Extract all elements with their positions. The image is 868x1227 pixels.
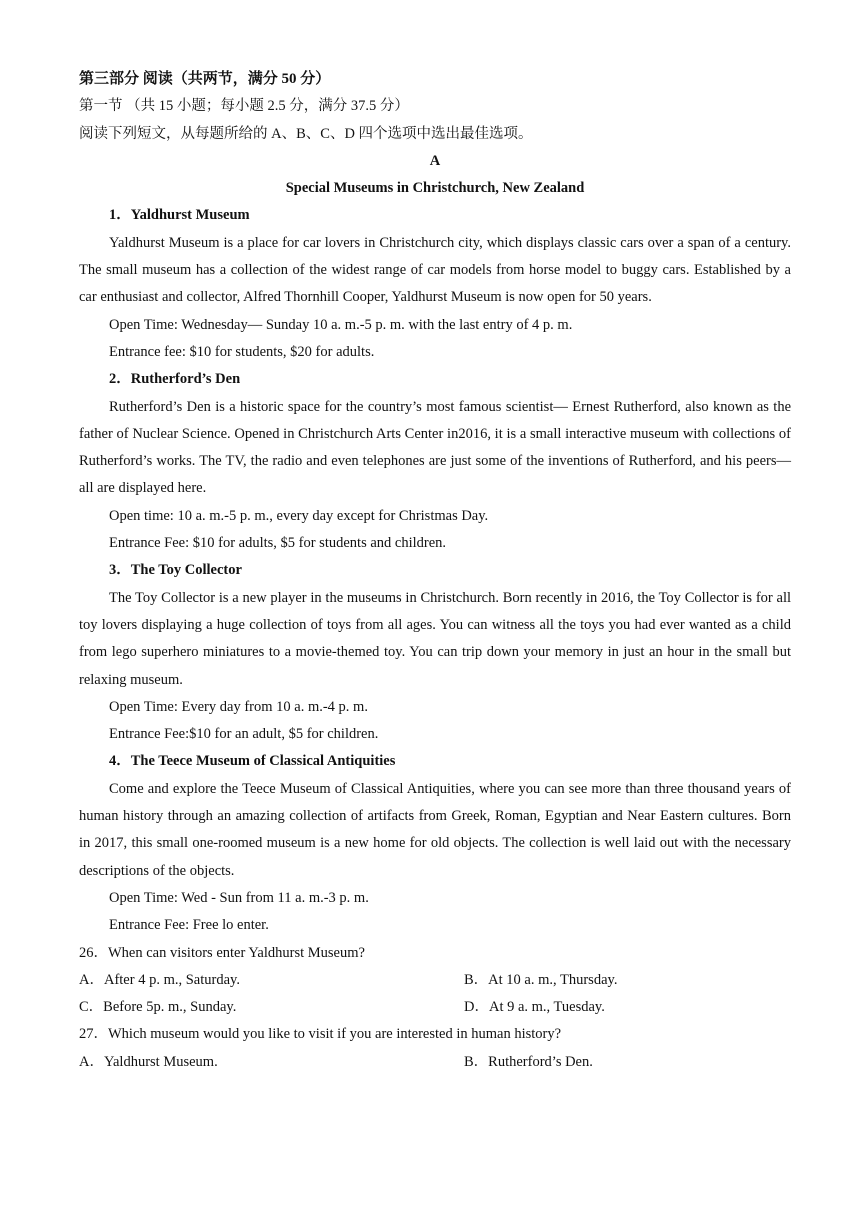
option-b: B．At 10 a. m., Thursday.: [464, 971, 618, 988]
museum-body: Rutherford’s Den is a historic space for the country’s most famous scientist— Ernest Rutherford, also known as the father of Nuclear Science. Opened in Christchurch Arts Center in2016, it is a small interactive museum with collections of Rutherford’s works. The TV, the radio and even telephones are just some of the inventions of Rutherford, and his peers— all are displayed here.: [79, 398, 791, 497]
museum-open-time: Open Time: Wed - Sun from 11 a. m.-3 p. m.: [109, 889, 369, 906]
option-row: [79, 994, 791, 1021]
museum-body: Yaldhurst Museum is a place for car lovers in Christchurch city, which displays classic cars over a span of a century. The small museum has a collection of the widest range of car models from horse model to buggy cars. Established by a car enthusiast and collector, Alfred Thornhill Cooper, Yaldhurst Museum is now open for 50 years.: [79, 234, 791, 306]
option-a: A．After 4 p. m., Saturday.: [79, 971, 240, 988]
museum-open-time: Open time: 10 a. m.-5 p. m., every day except for Christmas Day.: [109, 507, 489, 524]
museum-fee: Entrance Fee:$10 for an adult, $5 for children.: [109, 726, 379, 743]
question-stem: 26．When can visitors enter Yaldhurst Museum?: [79, 944, 365, 961]
museum-heading: 2．Rutherford’s Den: [109, 371, 241, 388]
museum-fee: Entrance fee: $10 for students, $20 for adults.: [109, 343, 375, 360]
option-row: [79, 967, 791, 994]
museum-heading: 4．The Teece Museum of Classical Antiquities: [109, 753, 396, 770]
part-title: 第三部分 阅读（共两节，满分 50 分）: [79, 71, 331, 87]
museum-heading: 3．The Toy Collector: [109, 562, 242, 579]
museum-body: Come and explore the Teece Museum of Classical Antiquities, where you can see more than three thousand years of human history through an amazing collection of artifacts from Greek, Roman, Egyptian and Near Eastern cultures. Born in 2017, this small one-roomed museum is a new home for old objects. The collection is well laid out with the necessary descriptions of the objects.: [79, 780, 791, 879]
option-a: A．Yaldhurst Museum.: [79, 1053, 218, 1070]
option-d: D．At 9 a. m., Tuesday.: [464, 999, 605, 1016]
exam-page: [79, 66, 791, 1076]
museum-open-time: Open Time: Wednesday— Sunday 10 a. m.-5 p. m. with the last entry of 4 p. m.: [109, 316, 573, 333]
option-c: C．Before 5p. m., Sunday.: [79, 999, 237, 1016]
question-stem: 27．Which museum would you like to visit if you are interested in human history?: [79, 1026, 562, 1043]
museum-heading: 1．Yaldhurst Museum: [109, 207, 250, 224]
section-line: 第一节 （共 15 小题；每小题 2.5 分，满分 37.5 分）: [79, 98, 409, 115]
option-b: B．Rutherford’s Den.: [464, 1053, 593, 1070]
museum-fee: Entrance Fee: $10 for adults, $5 for students and children.: [109, 535, 447, 552]
museum-fee: Entrance Fee: Free lo enter.: [109, 917, 269, 934]
museum-body: The Toy Collector is a new player in the museums in Christchurch. Born recently in 2016, the Toy Collector is for all toy lovers displaying a huge collection of toys from all ages. You can witness all the toys you had ever wanted as a child from lego superhero miniatures to a movie-themed toy. You can trip down your memory in just an hour in the small but relaxing museum.: [79, 589, 791, 688]
instruction: 阅读下列短文，从每题所给的 A、B、C、D 四个选项中选出最佳选项。: [79, 125, 533, 142]
option-row: [79, 1049, 791, 1076]
museum-open-time: Open Time: Every day from 10 a. m.-4 p. m.: [109, 698, 368, 715]
passage-letter: A: [429, 152, 441, 169]
passage-title: Special Museums in Christchurch, New Zealand: [285, 180, 585, 197]
